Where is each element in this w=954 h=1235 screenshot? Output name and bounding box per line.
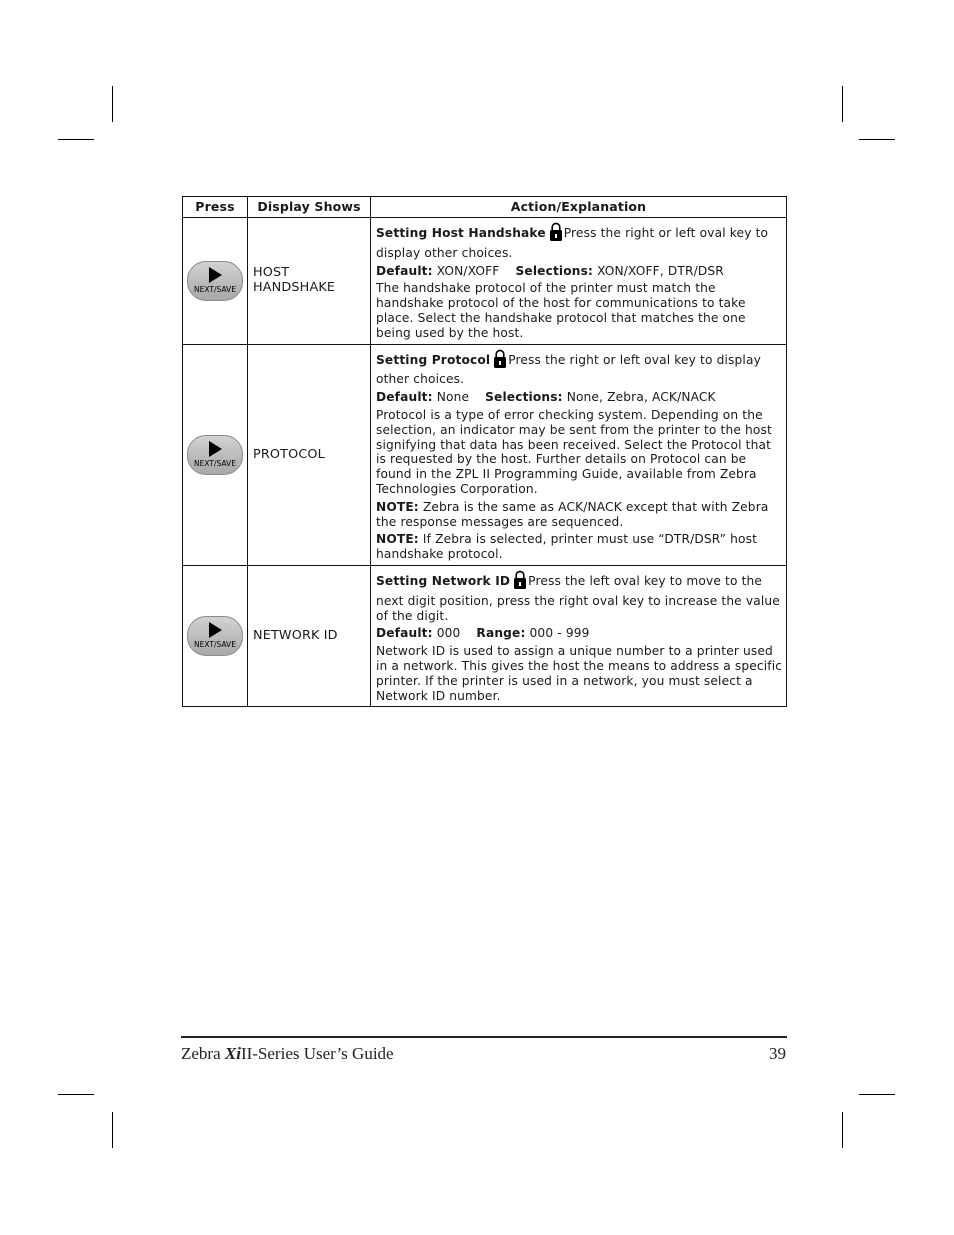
crop-mark (58, 139, 94, 140)
description-paragraph: The handshake protocol of the printer must match the handshake protocol of the host for communications to take place. Select the handshake protocol that matches the one being used by the host. (376, 281, 746, 340)
note-label: NOTE: (376, 499, 419, 514)
press-cell (183, 218, 248, 345)
setting-title: Setting Host Handshake (376, 226, 546, 240)
default-line (376, 390, 783, 405)
setting-instruction: Press the left oval key to move to the next digit position, press the right oval key to increase the value of the digit. (376, 573, 780, 623)
default-label: Default: (376, 263, 433, 278)
setting-intro (376, 570, 783, 623)
setting-instruction: Press the right or left oval key to display other choices. (376, 226, 769, 260)
press-cell (183, 565, 248, 706)
display-shows-cell: NETWORK ID (248, 565, 371, 706)
header-action-explanation: Action/Explanation (371, 197, 787, 218)
action-cell (371, 218, 787, 345)
footer-title-prefix: Zebra (181, 1044, 225, 1063)
selections-value: 000 - 999 (529, 626, 590, 641)
footer-title (181, 1044, 394, 1064)
default-line (376, 626, 783, 641)
setting-instruction: Press the right or left oval key to display other choices. (376, 352, 761, 387)
next-save-key-icon (187, 616, 243, 656)
crop-mark (112, 1112, 113, 1148)
default-line (376, 264, 783, 279)
default-value: 000 (436, 626, 461, 641)
next-save-key-icon (187, 435, 243, 475)
selections-label: Selections: (515, 263, 594, 278)
default-value: None (436, 390, 470, 405)
press-cell (183, 344, 248, 565)
display-shows-cell: PROTOCOL (248, 344, 371, 565)
next-save-key-icon (187, 261, 243, 301)
lock-icon (493, 349, 507, 373)
action-cell (371, 565, 787, 706)
table-header-row (183, 197, 787, 218)
table-body (183, 218, 787, 707)
default-label: Default: (376, 390, 433, 405)
setting-title: Setting Network ID (376, 573, 511, 588)
footer-rule (181, 1036, 787, 1038)
crop-mark (842, 1112, 843, 1148)
crop-mark (842, 86, 843, 122)
footer-title-emph: Xi (224, 1044, 241, 1063)
header-display-shows: Display Shows (248, 197, 371, 218)
crop-mark (112, 86, 113, 122)
note-text: Zebra is the same as ACK/NACK except that with Zebra the response messages are sequenced. (376, 499, 769, 529)
default-label: Default: (376, 626, 433, 641)
table-row (183, 344, 787, 565)
action-cell (371, 344, 787, 565)
lock-icon (513, 570, 527, 594)
key-label: NEXT/SAVE (194, 640, 236, 650)
crop-mark (58, 1094, 94, 1095)
note-label: NOTE: (376, 532, 419, 547)
crop-mark (859, 1094, 895, 1095)
key-label: NEXT/SAVE (194, 458, 236, 468)
selections-value: XON/XOFF, DTR/DSR (597, 263, 724, 278)
selections-label: Selections: (485, 390, 563, 405)
settings-table (182, 196, 787, 707)
note-text: If Zebra is selected, printer must use “DTR/DSR” host handshake protocol. (376, 532, 758, 562)
setting-title: Setting Protocol (376, 352, 491, 367)
selections-value: None, Zebra, ACK/NACK (566, 390, 716, 405)
selections-label: Range: (476, 626, 526, 641)
display-shows-cell: HOST HANDSHAKE (248, 218, 371, 345)
note (376, 500, 783, 530)
key-label: NEXT/SAVE (194, 284, 236, 294)
table-row (183, 565, 787, 706)
header-press: Press (183, 197, 248, 218)
footer-title-suffix: II-Series User’s Guide (240, 1044, 394, 1063)
table-row (183, 218, 787, 345)
description-paragraph: Network ID is used to assign a unique number to a printer used in a network. This gives the host the means to address a specific printer. If the printer is used in a network, you must select a Network ID number. (376, 644, 783, 703)
lock-icon (549, 222, 563, 246)
play-triangle-icon (209, 622, 222, 638)
crop-mark (859, 139, 895, 140)
play-triangle-icon (209, 267, 222, 283)
setting-intro (376, 349, 783, 388)
setting-intro (376, 222, 783, 261)
description-paragraph: Protocol is a type of error checking system. Depending on the selection, an indicator may be sent from the printer to the host signifying that data has been received. Select the Protocol that is requested by the host. Further details on Protocol can be found in the ZPL II Programming Guide, available from Zebra Technologies Corporation. (376, 407, 772, 496)
play-triangle-icon (209, 441, 222, 457)
page-number: 39 (769, 1044, 786, 1063)
default-value: XON/XOFF (436, 263, 500, 278)
note (376, 532, 783, 562)
